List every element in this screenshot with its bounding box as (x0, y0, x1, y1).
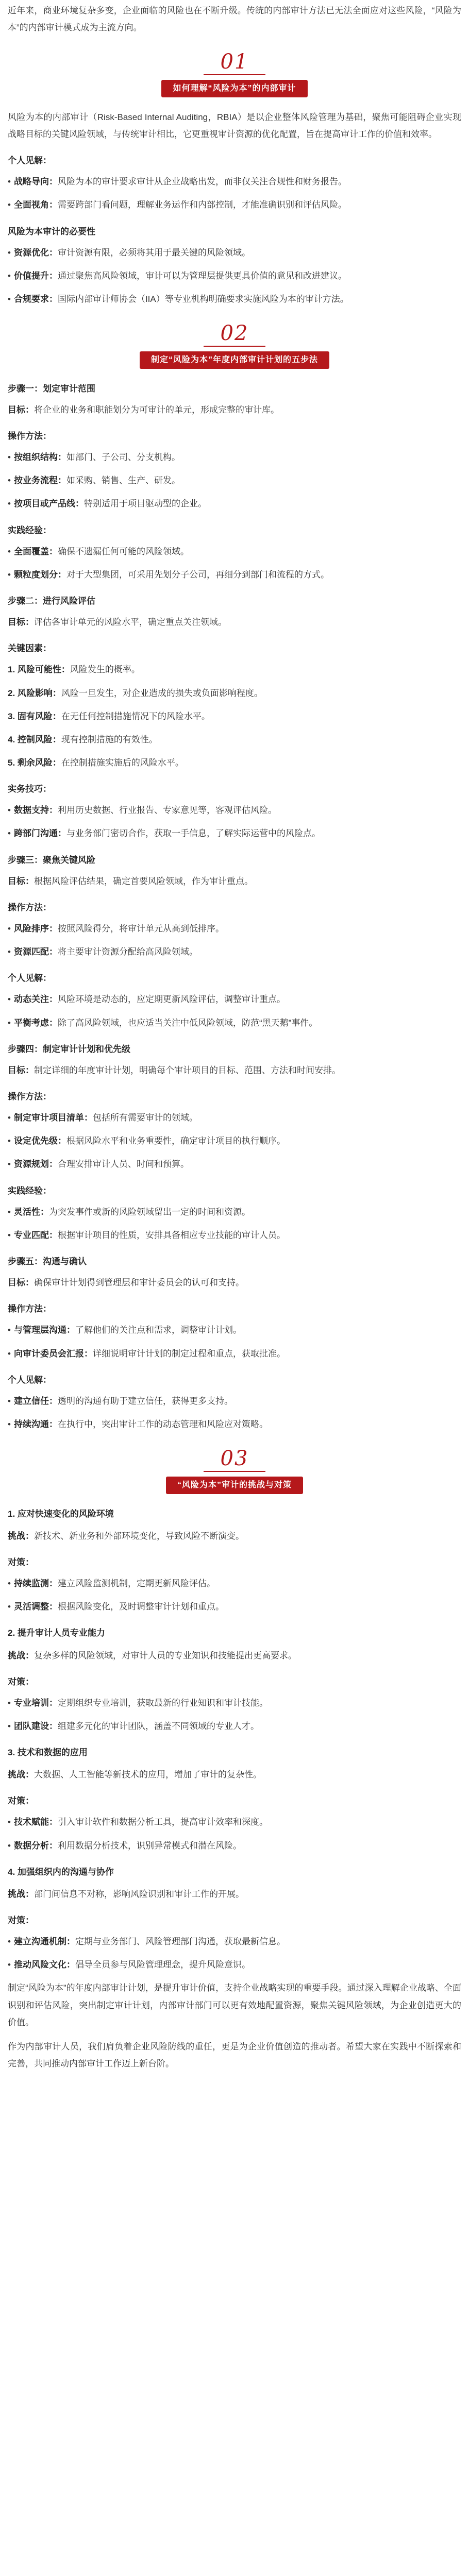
numbered-item (8, 708, 461, 725)
item-label: 专业培训： (13, 1698, 58, 1708)
block-item (8, 1132, 461, 1149)
measure-item (8, 1598, 461, 1615)
measure-title: 对策： (8, 1676, 34, 1687)
bullet-dot: • (8, 1018, 11, 1028)
challenge-text: 大数据、人工智能等新技术的应用，增加了审计的复杂性。 (34, 1770, 262, 1780)
bullet-dot: • (8, 1721, 11, 1731)
challenge-text: 新技术、新业务和外部环境变化，导致风险不断演变。 (34, 1531, 244, 1541)
section-number: 01 (220, 50, 249, 74)
item-text: 定期与业务部门、风险管理部门沟通，获取最新信息。 (75, 1937, 286, 1947)
bullet-dot: • (8, 1113, 11, 1123)
necessity-item (8, 267, 461, 284)
item-label: 与管理层沟通： (13, 1325, 75, 1335)
intro-paragraph: 近年来，商业环境复杂多变，企业面临的风险也在不断升级。传统的内部审计方法已无法全面应对这些风险，“风险为本”的内部审计模式成为主流方向。 (8, 6, 461, 33)
section-title: “风险为本”审计的挑战与对策 (166, 1477, 303, 1494)
block-item (8, 1393, 461, 1410)
item-label: 动态关注： (13, 994, 58, 1005)
block-title: 关键因素： (8, 643, 52, 654)
item-label: 控制风险： (17, 734, 61, 744)
step-title: 步骤一：划定审计范围 (8, 383, 95, 394)
closing-paragraph: 制定“风险为本”的年度内部审计计划，是提升审计价值，支持企业战略实现的重要手段。通过深入理解企业战略、全面识别和评估风险，突出制定审计计划，内部审计部门可以更有效地配置资源，聚焦关键风险领域，为企业创造更大的价值。 (8, 1983, 461, 2027)
challenge-desc (8, 1528, 461, 1545)
step-goal (8, 1274, 461, 1291)
bullet-dot: • (8, 1698, 11, 1708)
item-text: 风险一旦发生，对企业造成的损失或负面影响程度。 (61, 688, 263, 698)
block-item (8, 449, 461, 466)
block-item (8, 1345, 461, 1362)
section-1-header (8, 52, 461, 97)
numbered-item (8, 754, 461, 771)
measure-item (8, 1837, 461, 1854)
bullet-dot: • (8, 546, 11, 556)
item-label: 设定优先级： (13, 1136, 66, 1146)
item-text: 合理安排审计人员、时间和预算。 (57, 1159, 189, 1170)
block-item (8, 495, 461, 512)
measure-title: 对策： (8, 1796, 34, 1806)
challenge-label: 挑战： (8, 1531, 34, 1541)
goal-label: 目标： (8, 876, 34, 886)
block-title: 操作方法： (8, 431, 52, 442)
item-text: 如部门、子公司、分支机构。 (66, 452, 180, 463)
bullet-dot: • (8, 499, 11, 509)
item-label: 灵活调整： (13, 1602, 58, 1612)
item-label: 风险影响： (17, 688, 61, 698)
goal-text: 根据风险评估结果，确定首要风险领域，作为审计重点。 (34, 876, 253, 886)
block-item (8, 1227, 461, 1244)
item-label: 战略导向： (13, 177, 58, 187)
block-item (8, 920, 461, 937)
item-text: 国际内部审计师协会（IIA）等专业机构明确要求实施风险为本的审计方法。 (57, 294, 349, 304)
bullet-dot: • (8, 1396, 11, 1406)
closing-paragraph: 作为内部审计人员，我们肩负着企业风险防线的重任，更是为企业价值创造的推动者。希望大家在实践中不断探索和完善，共同推动内部审计工作迈上新台阶。 (8, 2041, 461, 2069)
block-title: 实践经验： (8, 525, 52, 535)
step-title: 步骤五：沟通与确认 (8, 1256, 87, 1266)
measure-item (8, 1694, 461, 1711)
measure-item (8, 1718, 461, 1735)
item-text: 在控制措施实施后的风险水平。 (61, 757, 184, 768)
section-title: 制定“风险为本”年度内部审计计划的五步法 (140, 351, 329, 369)
item-text: 详细说明审计计划的制定过程和重点，获取批准。 (92, 1348, 286, 1359)
block-item (8, 1321, 461, 1338)
item-number: 2. (8, 688, 18, 698)
item-label: 数据分析： (13, 1840, 58, 1851)
block-title: 操作方法： (8, 1091, 52, 1101)
bullet-dot: • (8, 923, 11, 934)
block-item (8, 1014, 461, 1031)
section-number: 02 (220, 321, 249, 346)
item-number: 3. (8, 711, 18, 721)
block-item (8, 825, 461, 842)
item-text: 确保不遗漏任何可能的风险领域。 (57, 546, 189, 556)
challenge-text: 部门间信息不对称，影响风险识别和审计工作的开展。 (34, 1889, 244, 1899)
section-number: 03 (220, 1447, 249, 1471)
item-label: 按业务流程： (13, 476, 66, 486)
section-rule (204, 346, 265, 347)
item-label: 建立信任： (13, 1396, 58, 1406)
item-label: 剩余风险： (17, 757, 61, 768)
bullet-dot: • (8, 1159, 11, 1170)
section-2-header (8, 323, 461, 369)
item-text: 风险发生的概率。 (70, 665, 140, 675)
item-label: 资源匹配： (13, 947, 58, 957)
challenge-desc (8, 1647, 461, 1664)
bullet-dot: • (8, 947, 11, 957)
section-rule (204, 1471, 265, 1472)
step-title: 步骤三：聚焦关键风险 (8, 855, 95, 865)
bullet-dot: • (8, 1817, 11, 1827)
item-text: 与业务部门密切合作，获取一手信息，了解实际运营中的风险点。 (66, 828, 321, 839)
bullet-dot: • (8, 1602, 11, 1612)
goal-text: 将企业的业务和职能划分为可审计的单元，形成完整的审计库。 (34, 404, 279, 415)
item-text: 了解他们的关注点和需求，调整审计计划。 (75, 1325, 242, 1335)
item-text: 按照风险得分，将审计单元从高到低排序。 (57, 923, 224, 934)
item-label: 按项目或产品线： (13, 499, 84, 509)
item-label: 颗粒度划分： (13, 569, 66, 580)
item-text: 审计资源有限，必须将其用于最关键的风险领域。 (57, 247, 250, 258)
item-label: 向审计委员会汇报： (13, 1348, 93, 1359)
bullet-dot: • (8, 1207, 11, 1217)
step-title: 步骤二：进行风险评估 (8, 596, 95, 606)
item-text: 利用历史数据、行业报告、专家意见等，客观评估风险。 (57, 805, 277, 816)
item-label: 跨部门沟通： (13, 828, 66, 839)
section-rule (204, 74, 265, 75)
item-label: 技术赋能： (13, 1817, 58, 1827)
numbered-item (8, 661, 461, 678)
step-goal (8, 873, 461, 890)
goal-label: 目标： (8, 404, 34, 415)
item-label: 数据支持： (13, 805, 58, 816)
block-title: 个人见解： (8, 973, 52, 984)
step-title: 步骤四：制定审计计划和优先级 (8, 1044, 130, 1054)
item-text: 为突发事件或新的风险领域留出一定的时间和资源。 (48, 1207, 250, 1217)
bullet-dot: • (8, 270, 11, 281)
necessity-title: 风险为本审计的必要性 (8, 226, 95, 236)
numbered-item (8, 731, 461, 748)
personal-view-item (8, 173, 461, 190)
challenge-title: 4. 加强组织内的沟通与协作 (8, 1867, 114, 1877)
block-item (8, 991, 461, 1008)
bullet-dot: • (8, 828, 11, 839)
item-label: 资源规划： (13, 1159, 58, 1170)
bullet-dot: • (8, 1960, 11, 1970)
challenge-desc (8, 1886, 461, 1903)
bullet-dot: • (8, 1840, 11, 1851)
block-item (8, 1156, 461, 1173)
item-text: 根据审计项目的性质，安排具备相应专业技能的审计人员。 (57, 1230, 286, 1240)
item-text: 特别适用于项目驱动型的企业。 (83, 499, 207, 509)
measure-item (8, 1814, 461, 1831)
item-label: 风险排序： (13, 923, 58, 934)
block-title: 操作方法： (8, 1304, 52, 1314)
block-title: 个人见解： (8, 1375, 52, 1385)
challenge-desc (8, 1766, 461, 1783)
bullet-dot: • (8, 994, 11, 1005)
challenge-label: 挑战： (8, 1650, 34, 1660)
step-goal (8, 1062, 461, 1079)
item-label: 制定审计项目清单： (13, 1113, 93, 1123)
bullet-dot: • (8, 200, 11, 210)
item-text: 建立风险监测机制，定期更新风险评估。 (57, 1579, 215, 1589)
item-number: 1. (8, 665, 18, 675)
item-text: 在无任何控制措施情况下的风险水平。 (61, 711, 210, 721)
challenge-label: 挑战： (8, 1770, 34, 1780)
bullet-dot: • (8, 177, 11, 187)
block-item (8, 472, 461, 489)
bullet-dot: • (8, 247, 11, 258)
section-3-header (8, 1448, 461, 1494)
bullet-dot: • (8, 1937, 11, 1947)
personal-view-item (8, 196, 461, 213)
item-label: 固有风险： (17, 711, 61, 721)
item-text: 需要跨部门看问题，理解业务运作和内部控制，才能准确识别和评估风险。 (57, 200, 347, 210)
personal-view-title: 个人见解： (8, 156, 52, 166)
challenge-text: 复杂多样的风险领域，对审计人员的专业知识和技能提出更高要求。 (34, 1650, 297, 1660)
challenge-label: 挑战： (8, 1889, 34, 1899)
bullet-dot: • (8, 476, 11, 486)
goal-label: 目标： (8, 1065, 34, 1075)
item-label: 团队建设： (13, 1721, 58, 1731)
goal-label: 目标： (8, 1278, 34, 1288)
goal-label: 目标： (8, 617, 34, 628)
block-item (8, 543, 461, 560)
item-text: 利用数据分析技术，识别异常模式和潜在风险。 (57, 1840, 242, 1851)
numbered-item (8, 685, 461, 702)
item-label: 全面视角： (13, 200, 58, 210)
challenge-title: 3. 技术和数据的应用 (8, 1748, 88, 1758)
item-label: 灵活性： (13, 1207, 49, 1217)
item-text: 引入审计软件和数据分析工具，提高审计效率和深度。 (57, 1817, 268, 1827)
challenge-title: 1. 应对快速变化的风险环境 (8, 1509, 114, 1519)
item-label: 持续沟通： (13, 1419, 58, 1429)
item-text: 倡导全员参与风险管理理念，提升风险意识。 (75, 1960, 250, 1970)
item-label: 平衡考虑： (13, 1018, 58, 1028)
item-text: 除了高风险领域，也应适当关注中低风险领域，防范“黑天鹅”事件。 (57, 1018, 318, 1028)
item-text: 如采购、销售、生产、研发。 (66, 476, 180, 486)
bullet-dot: • (8, 452, 11, 463)
challenge-title: 2. 提升审计人员专业能力 (8, 1628, 105, 1638)
measure-item (8, 1575, 461, 1592)
bullet-dot: • (8, 294, 11, 304)
bullet-dot: • (8, 1579, 11, 1589)
goal-text: 确保审计计划得到管理层和审计委员会的认可和支持。 (34, 1278, 244, 1288)
item-text: 将主要审计资源分配给高风险领域。 (57, 947, 198, 957)
item-text: 通过聚焦高风险领域，审计可以为管理层提供更具价值的意见和改进建议。 (57, 270, 347, 281)
bullet-dot: • (8, 1136, 11, 1146)
item-label: 建立沟通机制： (13, 1937, 75, 1947)
item-number: 5. (8, 757, 18, 768)
item-text: 包括所有需要审计的领域。 (92, 1113, 198, 1123)
item-text: 现有控制措施的有效性。 (61, 734, 158, 744)
bullet-dot: • (8, 1419, 11, 1429)
section-title: 如何理解“风险为本”的内部审计 (161, 80, 307, 97)
bullet-dot: • (8, 1230, 11, 1240)
item-label: 专业匹配： (13, 1230, 58, 1240)
article (8, 0, 461, 2072)
item-label: 持续监测： (13, 1579, 58, 1589)
bullet-dot: • (8, 569, 11, 580)
item-text: 对于大型集团，可采用先划分子公司，再细分到部门和流程的方式。 (66, 569, 329, 580)
block-item (8, 1416, 461, 1433)
item-label: 全面覆盖： (13, 546, 58, 556)
rbia-definition: 风险为本的内部审计（Risk-Based Internal Auditing，RBIA）是以企业整体风险管理为基础，聚焦可能阻碍企业实现战略目标的关键风险领域，与传统审计相比，它更重视审计资源的优化配置，旨在提高审计工作的价值和效率。 (8, 112, 461, 140)
block-title: 实践经验： (8, 1185, 52, 1196)
step-goal (8, 401, 461, 418)
item-text: 风险环境是动态的，应定期更新风险评估，调整审计重点。 (57, 994, 286, 1005)
necessity-item (8, 291, 461, 308)
block-title: 操作方法： (8, 902, 52, 912)
block-item (8, 1204, 461, 1221)
block-item (8, 566, 461, 583)
bullet-dot: • (8, 1325, 11, 1335)
measure-item (8, 1933, 461, 1950)
block-item (8, 1109, 461, 1126)
goal-text: 评估各审计单元的风险水平，确定重点关注领域。 (34, 617, 227, 628)
item-label: 价值提升： (13, 270, 58, 281)
item-text: 根据风险变化，及时调整审计计划和重点。 (57, 1602, 224, 1612)
bullet-dot: • (8, 1348, 11, 1359)
item-label: 风险可能性： (17, 665, 70, 675)
item-text: 根据风险水平和业务重要性，确定审计项目的执行顺序。 (66, 1136, 286, 1146)
item-label: 推动风险文化： (13, 1960, 75, 1970)
block-item (8, 802, 461, 819)
item-label: 按组织结构： (13, 452, 66, 463)
item-number: 4. (8, 734, 18, 744)
item-text: 定期组织专业培训，获取最新的行业知识和审计技能。 (57, 1698, 268, 1708)
measure-title: 对策： (8, 1557, 34, 1567)
item-text: 风险为本的审计要求审计从企业战略出发，而非仅关注合规性和财务报告。 (57, 177, 347, 187)
block-item (8, 943, 461, 960)
measure-title: 对策： (8, 1916, 34, 1926)
item-text: 组建多元化的审计团队，涵盖不同领域的专业人才。 (57, 1721, 259, 1731)
measure-item (8, 1956, 461, 1973)
goal-text: 制定详细的年度审计计划，明确每个审计项目的目标、范围、方法和时间安排。 (34, 1065, 341, 1075)
item-text: 透明的沟通有助于建立信任，获得更多支持。 (57, 1396, 233, 1406)
step-goal (8, 614, 461, 631)
necessity-item (8, 244, 461, 261)
item-label: 合规要求： (13, 294, 58, 304)
item-text: 在执行中，突出审计工作的动态管理和风险应对策略。 (57, 1419, 268, 1429)
bullet-dot: • (8, 805, 11, 816)
item-label: 资源优化： (13, 247, 58, 258)
block-title: 实务技巧： (8, 784, 52, 794)
